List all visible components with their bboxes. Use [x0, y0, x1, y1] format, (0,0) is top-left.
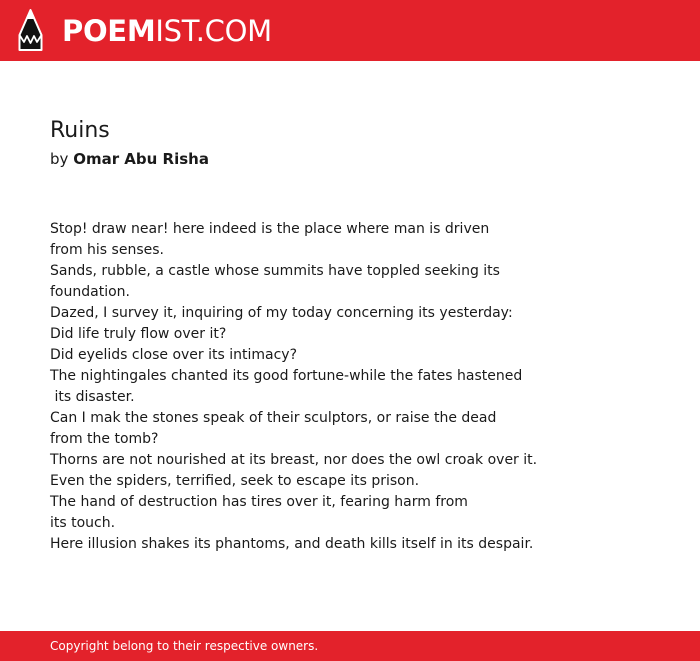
by-prefix: by	[50, 150, 69, 168]
byline	[50, 148, 209, 170]
poem-line: from the tomb?	[50, 431, 159, 447]
poem-line: The nightingales chanted its good fortune-while the fates hastened	[50, 368, 523, 384]
logo-text-bold: POEM	[62, 14, 156, 48]
poem-line: Here illusion shakes its phantoms, and death kills itself in its despair.	[50, 536, 534, 552]
poem-line: Thorns are not nourished at its breast, nor does the owl croak over it.	[50, 452, 538, 468]
poem-line: Did life truly flow over it?	[50, 326, 227, 342]
poem-line: Dazed, I survey it, inquiring of my today concerning its yesterday:	[50, 305, 513, 321]
site-footer	[0, 631, 700, 661]
poem-line: Can I mak the stones speak of their sculptors, or raise the dead	[50, 410, 497, 426]
poem-line: Sands, rubble, a castle whose summits have toppled seeking its	[50, 263, 500, 279]
poem-line: its touch.	[50, 515, 116, 531]
poem-line: from his senses.	[50, 242, 164, 258]
poem-line: The hand of destruction has tires over it, fearing harm from	[50, 494, 468, 510]
poem-body	[50, 219, 670, 555]
site-logo[interactable]	[62, 12, 272, 50]
poem-line: Even the spiders, terrified, seek to escape its prison.	[50, 473, 420, 489]
pencil-tip-icon	[18, 9, 43, 51]
site-header	[0, 0, 700, 61]
poem-line: Stop! draw near! here indeed is the place where man is driven	[50, 221, 490, 237]
poem-line: Did eyelids close over its intimacy?	[50, 347, 298, 363]
copyright-text: Copyright belong to their respective owners.	[50, 639, 319, 653]
author-name: Omar Abu Risha	[73, 150, 209, 168]
poem-line: foundation.	[50, 284, 130, 300]
logo-text-thin: IST.COM	[155, 14, 272, 48]
poem-title: Ruins	[50, 118, 110, 143]
poem-line: its disaster.	[50, 389, 135, 405]
